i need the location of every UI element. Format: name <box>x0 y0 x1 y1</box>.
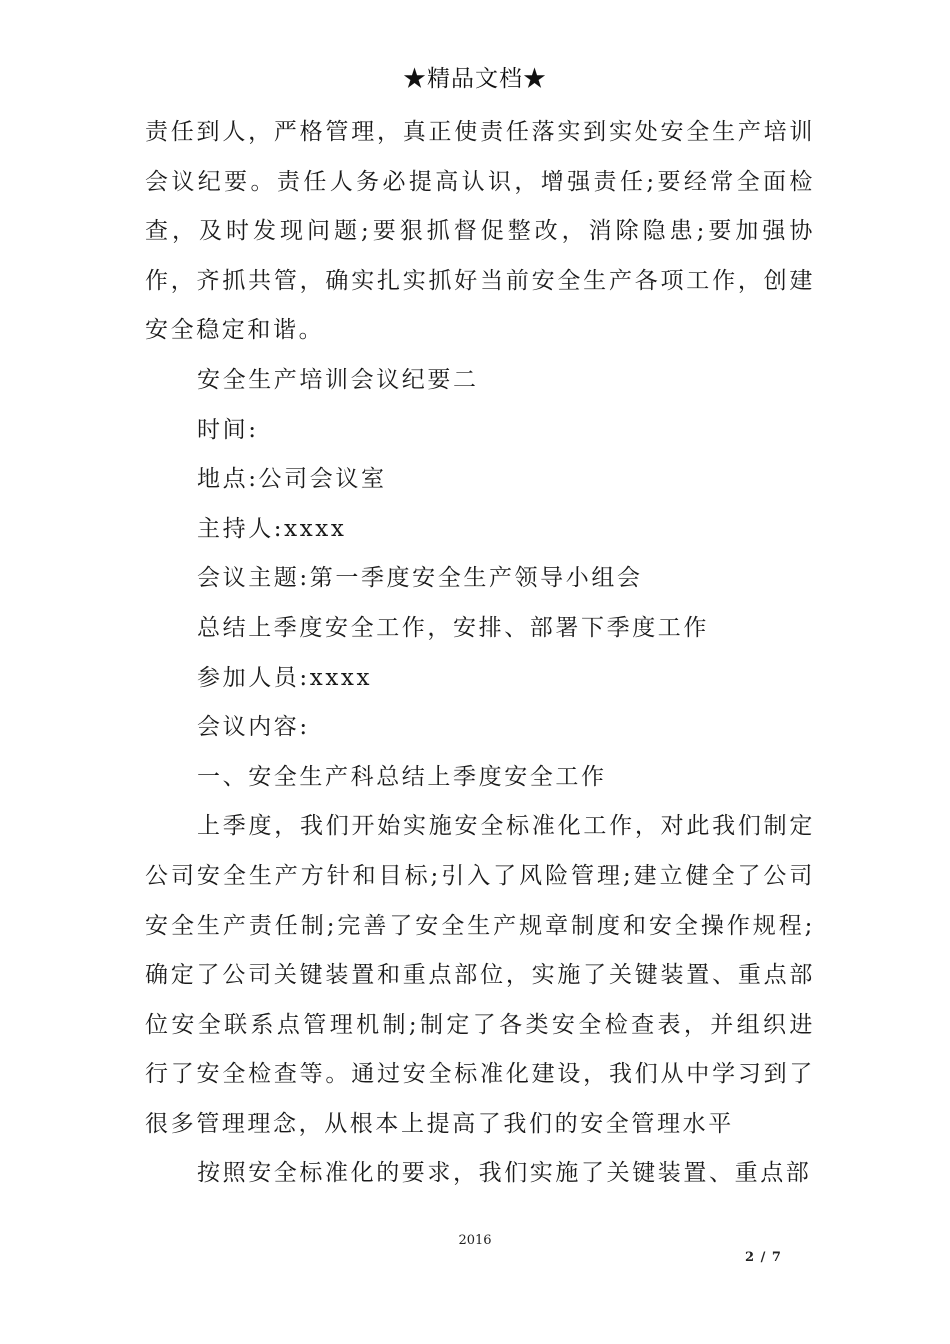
paragraph-summary: 上季度，我们开始实施安全标准化工作，对此我们制定公司安全生产方针和目标;引入了风险管理;建立健全了公司安全生产责任制;完善了安全生产规章制度和安全操作规程;确定了公司关键装置和重点部位，实施了关键装置、重点部位安全联系点管理机制;制定了各类安全检查表，并组织进行了安全检查等。通过安全标准化建设，我们从中学习到了很多管理理念，从根本上提高了我们的安全管理水平 <box>145 813 815 1137</box>
footer-year: 2016 <box>458 1233 492 1248</box>
meeting-time: 时间: <box>197 416 259 443</box>
meeting-topic: 会议主题:第一季度安全生产领导小组会 <box>197 565 643 592</box>
page-header-title: ★精品文档★ <box>403 66 547 92</box>
section-title: 安全生产培训会议纪要二 <box>197 366 479 393</box>
meeting-content-label: 会议内容: <box>197 714 310 741</box>
paragraph-continuation: 责任到人，严格管理，真正使责任落实到实处安全生产培训会议纪要。责任人务必提高认识，增强责任;要经常全面检查，及时发现问题;要狠抓督促整改，消除隐患;要加强协作，齐抓共管，确实扎实抓好当前安全生产各项工作，创建安全稳定和谐。 <box>145 119 815 344</box>
paragraph-standardization: 按照安全标准化的要求，我们实施了关键装置、重点部 <box>197 1160 812 1187</box>
meeting-attendees: 参加人员:xxxx <box>197 664 373 691</box>
document-body <box>145 108 815 1199</box>
subsection-heading: 一、安全生产科总结上季度安全工作 <box>197 763 607 790</box>
meeting-topic-detail: 总结上季度安全工作，安排、部署下季度工作 <box>197 614 709 641</box>
meeting-host: 主持人:xxxx <box>197 515 347 542</box>
meeting-location: 地点:公司会议室 <box>197 466 387 493</box>
page-number: 2 / 7 <box>745 1250 782 1265</box>
